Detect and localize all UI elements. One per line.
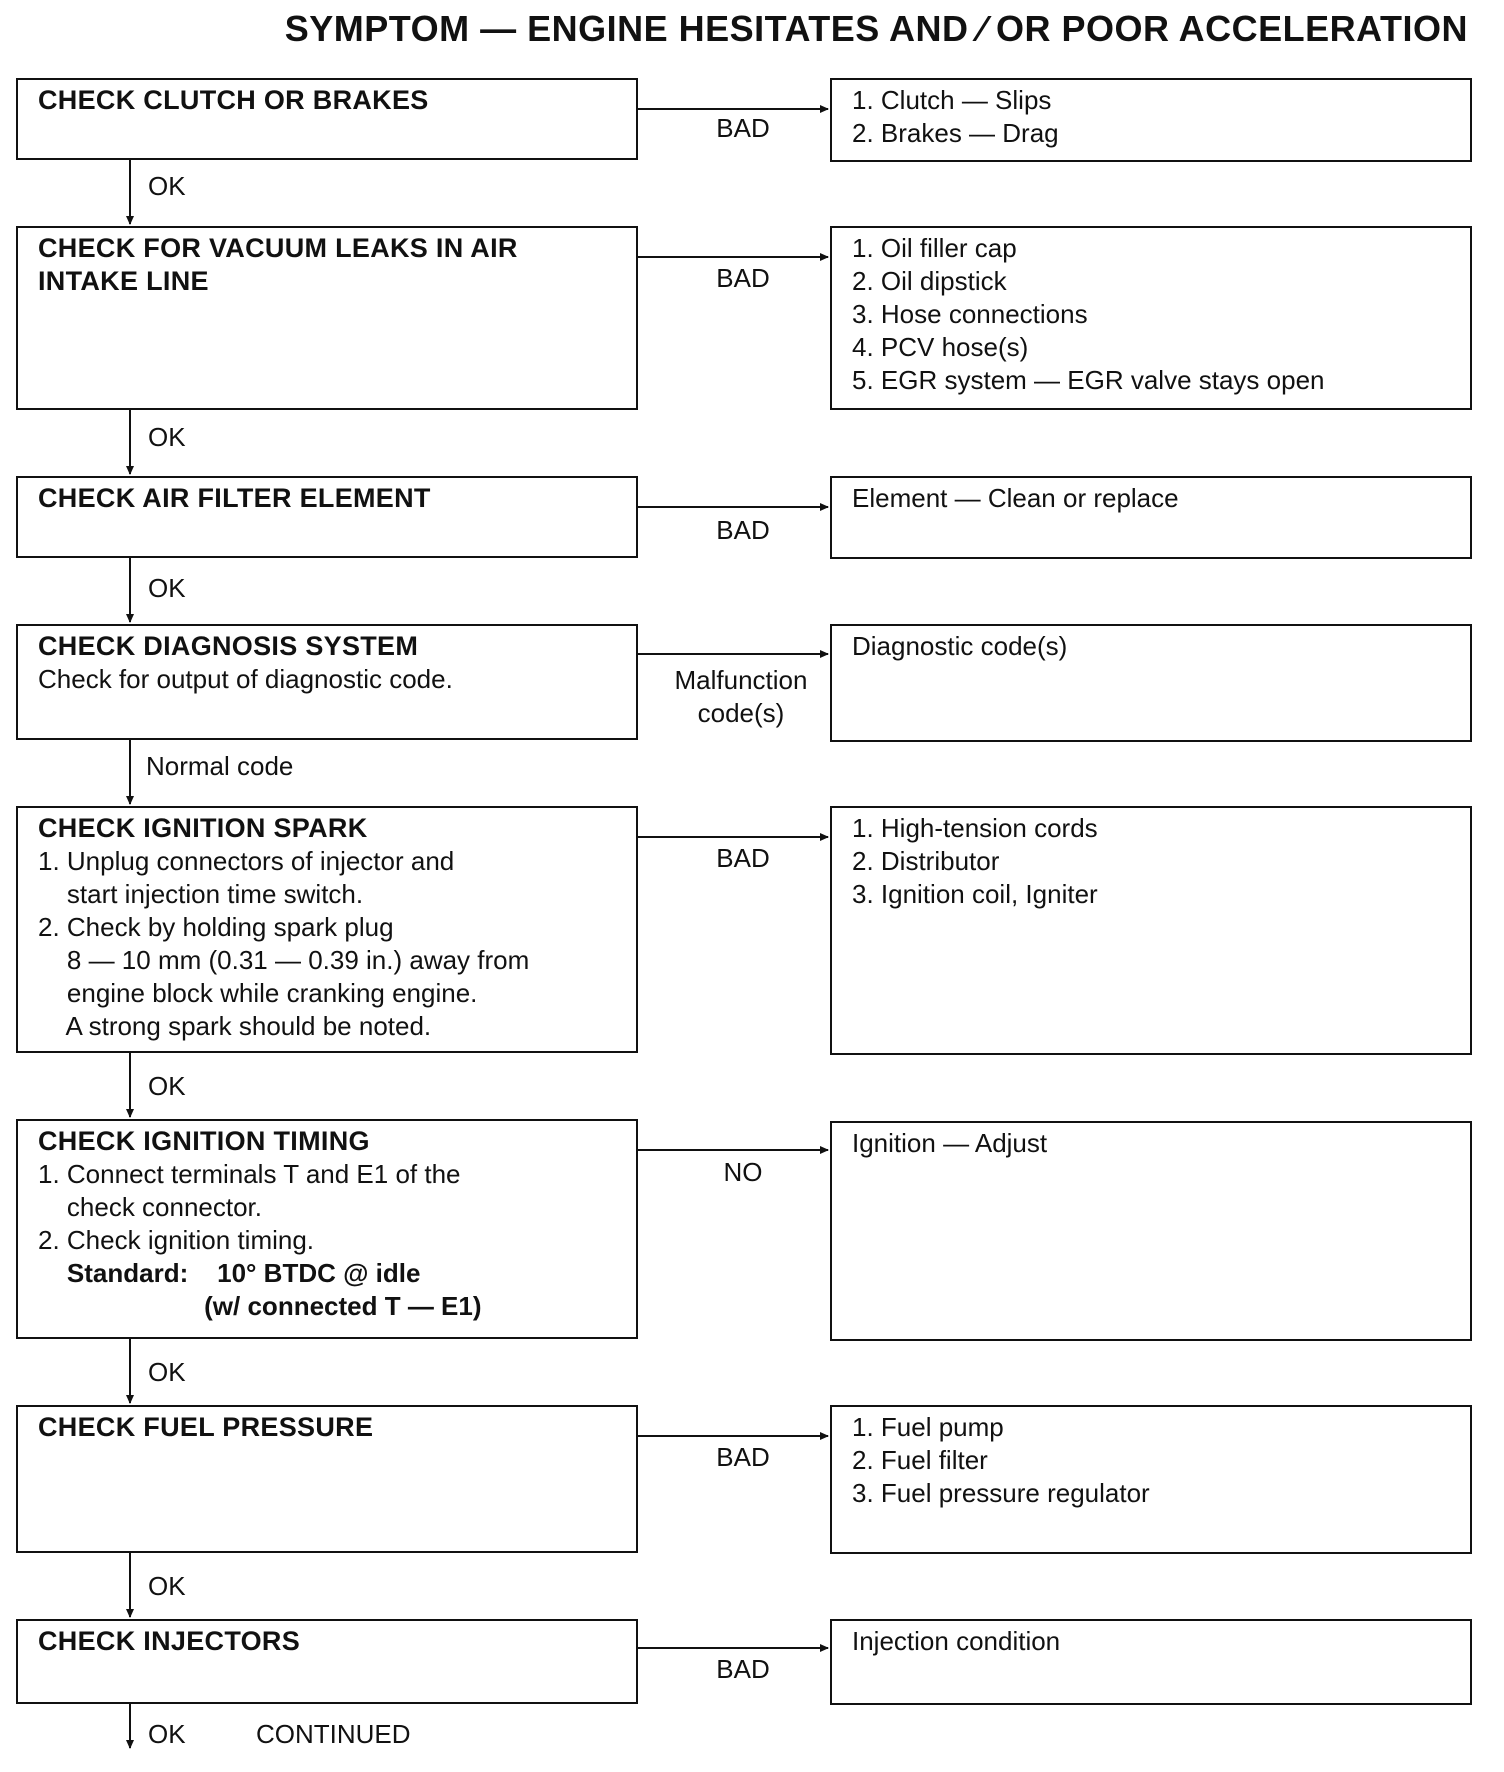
branch-label: BAD [716,515,770,545]
check-detail: 1. Unplug connectors of injector and [38,846,455,876]
branch-label: BAD [716,1442,770,1472]
check-heading: CHECK FUEL PRESSURE [38,1412,374,1442]
result-item: 2. Brakes — Drag [852,118,1059,148]
check-heading: CHECK INJECTORS [38,1626,301,1656]
flow-label: OK [148,1071,186,1101]
flow-label: OK [148,1357,186,1387]
result-box [830,226,1472,410]
check-box [16,78,638,160]
check-detail: 8 — 10 mm (0.31 — 0.39 in.) away from [38,945,530,975]
check-heading-cont: INTAKE LINE [38,266,209,296]
result-box [830,1619,1472,1705]
check-box [16,1619,638,1704]
result-box [830,78,1472,162]
page-title: SYMPTOM — ENGINE HESITATES AND ⁄ OR POOR ACCELERATION [284,8,1468,49]
flow-label: OK [148,422,186,452]
result-item: 1. Clutch — Slips [852,85,1052,115]
branch-label: BAD [716,263,770,293]
check-detail: 1. Connect terminals T and E1 of the [38,1159,461,1189]
check-detail: Check for output of diagnostic code. [38,664,453,694]
result-item: Diagnostic code(s) [852,631,1068,661]
result-box [830,476,1472,559]
standard-spec: (w/ connected T — E1) [38,1291,482,1321]
result-item: Ignition — Adjust [852,1128,1048,1158]
check-detail: A strong spark should be noted. [38,1011,432,1041]
flow-label: OK [148,573,186,603]
result-item: 1. Oil filler cap [852,233,1017,263]
continued-label: CONTINUED [256,1719,411,1749]
result-item: 3. Hose connections [852,299,1088,329]
result-item: 2. Oil dipstick [852,266,1007,296]
check-heading: CHECK DIAGNOSIS SYSTEM [38,631,419,661]
check-heading: CHECK AIR FILTER ELEMENT [38,483,431,513]
branch-label [646,664,836,730]
check-heading: CHECK FOR VACUUM LEAKS IN AIR [38,233,518,263]
check-box [16,226,638,410]
check-box [16,1405,638,1553]
branch-label: BAD [716,843,770,873]
flow-label: Normal code [146,751,294,781]
result-item: 5. EGR system — EGR valve stays open [852,365,1325,395]
branch-label-line: Malfunction [674,665,808,695]
check-box [16,806,638,1053]
result-item: 2. Fuel filter [852,1445,988,1475]
flow-label: OK [148,1571,186,1601]
result-box [830,624,1472,742]
result-item: 3. Ignition coil, Igniter [852,879,1098,909]
branch-label-line: code(s) [697,698,785,728]
check-box [16,476,638,558]
flow-label: OK [148,1719,186,1749]
check-box [16,1119,638,1339]
result-item: Element — Clean or replace [852,483,1179,513]
result-item: 4. PCV hose(s) [852,332,1029,362]
result-item: 2. Distributor [852,846,1000,876]
result-item: 3. Fuel pressure regulator [852,1478,1150,1508]
check-heading: CHECK IGNITION SPARK [38,813,368,843]
result-item: 1. Fuel pump [852,1412,1004,1442]
check-detail: 2. Check ignition timing. [38,1225,315,1255]
check-detail: 2. Check by holding spark plug [38,912,394,942]
flow-label: OK [148,171,186,201]
branch-label: BAD [716,113,770,143]
check-heading: CHECK CLUTCH OR BRAKES [38,85,429,115]
result-box [830,1121,1472,1341]
branch-label: NO [723,1157,763,1187]
check-box [16,624,638,740]
result-box [830,806,1472,1055]
check-detail: check connector. [38,1192,263,1222]
check-detail: engine block while cranking engine. [38,978,478,1008]
result-item: 1. High-tension cords [852,813,1098,843]
check-heading: CHECK IGNITION TIMING [38,1126,370,1156]
check-detail: start injection time switch. [38,879,364,909]
branch-label: BAD [716,1654,770,1684]
result-box [830,1405,1472,1554]
result-item: Injection condition [852,1626,1061,1656]
standard-spec: Standard: 10° BTDC @ idle [38,1258,421,1288]
